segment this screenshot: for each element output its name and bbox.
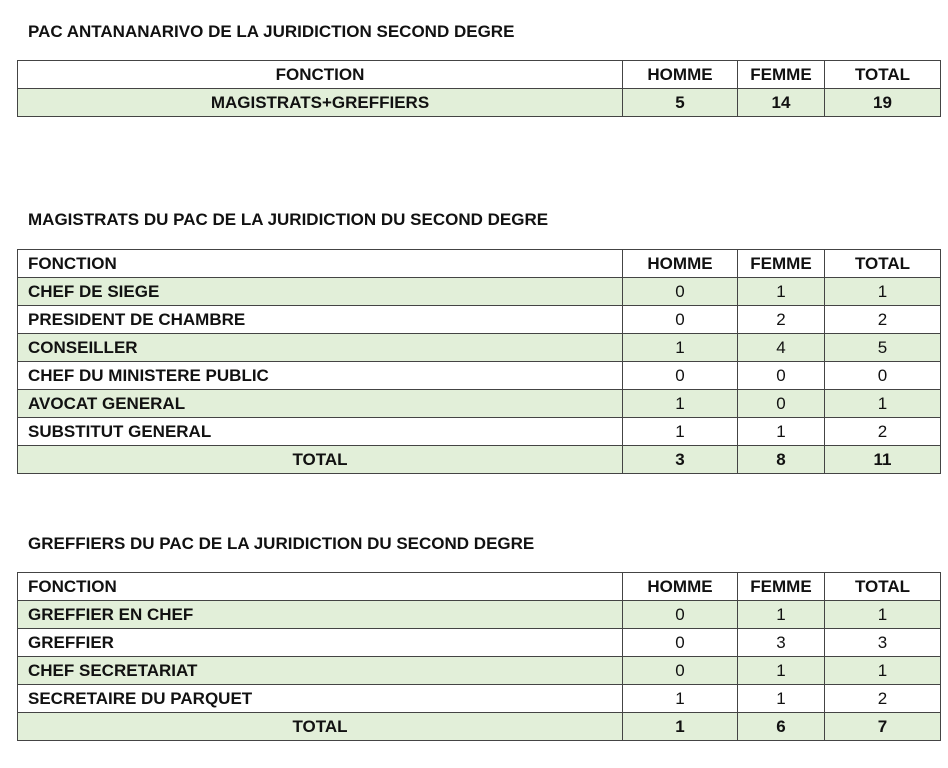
row-total: 5	[825, 334, 941, 362]
row-total: 2	[825, 306, 941, 334]
row-total: 1	[825, 390, 941, 418]
header-femme: FEMME	[738, 250, 825, 278]
row-label: SECRETAIRE DU PARQUET	[18, 685, 623, 713]
row-homme: 0	[623, 278, 738, 306]
table-row	[18, 685, 941, 713]
header-fonction: FONCTION	[18, 250, 623, 278]
table-row	[18, 629, 941, 657]
section3-title: GREFFIERS DU PAC DE LA JURIDICTION DU SECOND DEGRE	[28, 534, 535, 553]
section2-title: MAGISTRATS DU PAC DE LA JURIDICTION DU SECOND DEGRE	[28, 210, 549, 229]
row-label: GREFFIER EN CHEF	[18, 601, 623, 629]
row-femme: 14	[738, 89, 825, 117]
row-femme: 0	[738, 390, 825, 418]
row-homme: 0	[623, 657, 738, 685]
row-homme: 5	[623, 89, 738, 117]
total-total: 11	[825, 446, 941, 474]
total-homme: 1	[623, 713, 738, 741]
row-label: CHEF SECRETARIAT	[18, 657, 623, 685]
row-femme: 0	[738, 362, 825, 390]
row-femme: 2	[738, 306, 825, 334]
row-homme: 1	[623, 418, 738, 446]
table-row	[18, 306, 941, 334]
row-femme: 1	[738, 418, 825, 446]
row-total: 2	[825, 685, 941, 713]
row-total: 3	[825, 629, 941, 657]
header-total: TOTAL	[825, 573, 941, 601]
row-femme: 1	[738, 278, 825, 306]
row-label: AVOCAT GENERAL	[18, 390, 623, 418]
row-femme: 1	[738, 601, 825, 629]
header-fonction: FONCTION	[18, 573, 623, 601]
row-total: 0	[825, 362, 941, 390]
table-row	[18, 601, 941, 629]
row-homme: 0	[623, 601, 738, 629]
row-homme: 0	[623, 629, 738, 657]
row-label: GREFFIER	[18, 629, 623, 657]
table-row	[18, 89, 941, 117]
row-femme: 1	[738, 657, 825, 685]
total-total: 7	[825, 713, 941, 741]
table-header-row	[18, 61, 941, 89]
row-homme: 0	[623, 306, 738, 334]
total-label: TOTAL	[18, 713, 623, 741]
summary-table	[17, 60, 941, 117]
header-homme: HOMME	[623, 573, 738, 601]
header-total: TOTAL	[825, 250, 941, 278]
row-homme: 1	[623, 390, 738, 418]
table-row	[18, 362, 941, 390]
table-row	[18, 657, 941, 685]
row-label: CONSEILLER	[18, 334, 623, 362]
header-fonction: FONCTION	[18, 61, 623, 89]
row-label: SUBSTITUT GENERAL	[18, 418, 623, 446]
total-femme: 8	[738, 446, 825, 474]
total-label: TOTAL	[18, 446, 623, 474]
total-row	[18, 713, 941, 741]
row-homme: 1	[623, 685, 738, 713]
table-row	[18, 278, 941, 306]
header-femme: FEMME	[738, 573, 825, 601]
header-femme: FEMME	[738, 61, 825, 89]
section1-title: PAC ANTANANARIVO DE LA JURIDICTION SECOND DEGRE	[28, 22, 515, 41]
table-row	[18, 418, 941, 446]
magistrats-table	[17, 249, 941, 474]
row-femme: 3	[738, 629, 825, 657]
row-label: CHEF DU MINISTERE PUBLIC	[18, 362, 623, 390]
total-homme: 3	[623, 446, 738, 474]
row-homme: 1	[623, 334, 738, 362]
table-row	[18, 334, 941, 362]
greffiers-table	[17, 572, 941, 741]
row-total: 1	[825, 657, 941, 685]
total-row	[18, 446, 941, 474]
table-row	[18, 390, 941, 418]
row-label: PRESIDENT DE CHAMBRE	[18, 306, 623, 334]
row-femme: 4	[738, 334, 825, 362]
row-total: 1	[825, 601, 941, 629]
row-label: CHEF DE SIEGE	[18, 278, 623, 306]
row-femme: 1	[738, 685, 825, 713]
header-total: TOTAL	[825, 61, 941, 89]
header-homme: HOMME	[623, 250, 738, 278]
row-label: MAGISTRATS+GREFFIERS	[18, 89, 623, 117]
table-header-row	[18, 250, 941, 278]
row-total: 1	[825, 278, 941, 306]
table-header-row	[18, 573, 941, 601]
row-total: 19	[825, 89, 941, 117]
row-homme: 0	[623, 362, 738, 390]
total-femme: 6	[738, 713, 825, 741]
header-homme: HOMME	[623, 61, 738, 89]
row-total: 2	[825, 418, 941, 446]
